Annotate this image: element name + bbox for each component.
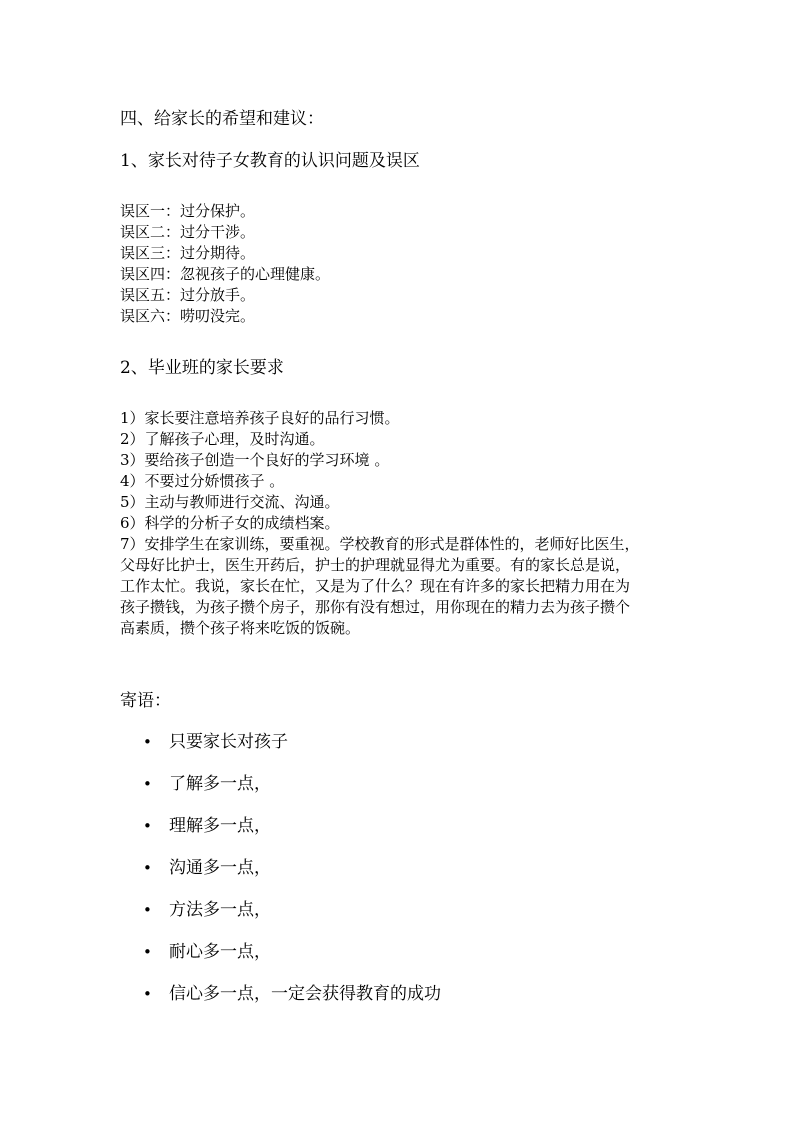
bullet-text: 了解多一点， xyxy=(169,774,271,794)
paragraph-line: 孩子攒钱，为孩子攒个房子，那你有没有想过，用你现在的精力去为孩子攒个 xyxy=(120,598,631,616)
closing-label: 寄语： xyxy=(120,691,171,711)
bullet-icon: • xyxy=(143,943,152,961)
bullet-icon: • xyxy=(143,817,152,835)
paragraph-line: 父母好比护士，医生开药后，护士的护理就显得尤为重要。有的家长总是说， xyxy=(120,556,631,574)
bullet-text: 信心多一点，一定会获得教育的成功 xyxy=(169,984,441,1004)
misconception-item: 误区一：过分保护。 xyxy=(120,202,256,220)
bullet-icon: • xyxy=(143,775,152,793)
closing-bullet-item xyxy=(143,856,271,880)
misconception-item: 误区五：过分放手。 xyxy=(120,286,256,304)
closing-bullet-item xyxy=(143,940,271,964)
closing-bullet-item xyxy=(143,898,271,922)
bullet-text: 方法多一点， xyxy=(169,900,271,920)
paragraph-line: 高素质，攒个孩子将来吃饭的饭碗。 xyxy=(120,619,361,637)
bullet-text: 沟通多一点， xyxy=(169,858,271,878)
misconception-item: 误区四：忽视孩子的心理健康。 xyxy=(120,265,331,283)
requirement-item: 1）家长要注意培养孩子良好的品行习惯。 xyxy=(120,409,400,427)
bullet-icon: • xyxy=(143,733,152,751)
closing-bullet-item xyxy=(143,772,271,796)
bullet-text: 只要家长对孩子 xyxy=(169,732,288,752)
closing-bullet-item xyxy=(143,982,441,1006)
bullet-icon: • xyxy=(143,859,152,877)
misconception-item: 误区三：过分期待。 xyxy=(120,244,256,262)
requirement-item: 3）要给孩子创造一个良好的学习环境 。 xyxy=(120,451,390,469)
bullet-icon: • xyxy=(143,901,152,919)
closing-bullet-item xyxy=(143,814,271,838)
bullet-text: 耐心多一点， xyxy=(169,942,271,962)
paragraph-line: 工作太忙。我说，家长在忙，又是为了什么？现在有许多的家长把精力用在为 xyxy=(120,577,631,595)
requirement-item: 6）科学的分析子女的成绩档案。 xyxy=(120,514,340,532)
paragraph-line: 7）安排学生在家训练，要重视。学校教育的形式是群体性的，老师好比医生， xyxy=(120,535,640,553)
requirement-item: 2）了解孩子心理，及时沟通。 xyxy=(120,430,325,448)
requirement-item: 4）不要过分娇惯孩子 。 xyxy=(120,472,285,490)
section-title: 四、给家长的希望和建议： xyxy=(120,109,324,129)
requirement-item-7 xyxy=(120,534,680,639)
requirement-item: 5）主动与教师进行交流、沟通。 xyxy=(120,493,340,511)
part2-heading: 2、毕业班的家长要求 xyxy=(120,358,284,378)
bullet-text: 理解多一点， xyxy=(169,816,271,836)
misconception-item: 误区六：唠叨没完。 xyxy=(120,307,256,325)
closing-bullet-item xyxy=(143,730,288,754)
bullet-icon: • xyxy=(143,985,152,1003)
part1-heading: 1、家长对待子女教育的认识问题及误区 xyxy=(120,151,420,171)
misconception-item: 误区二：过分干涉。 xyxy=(120,223,256,241)
